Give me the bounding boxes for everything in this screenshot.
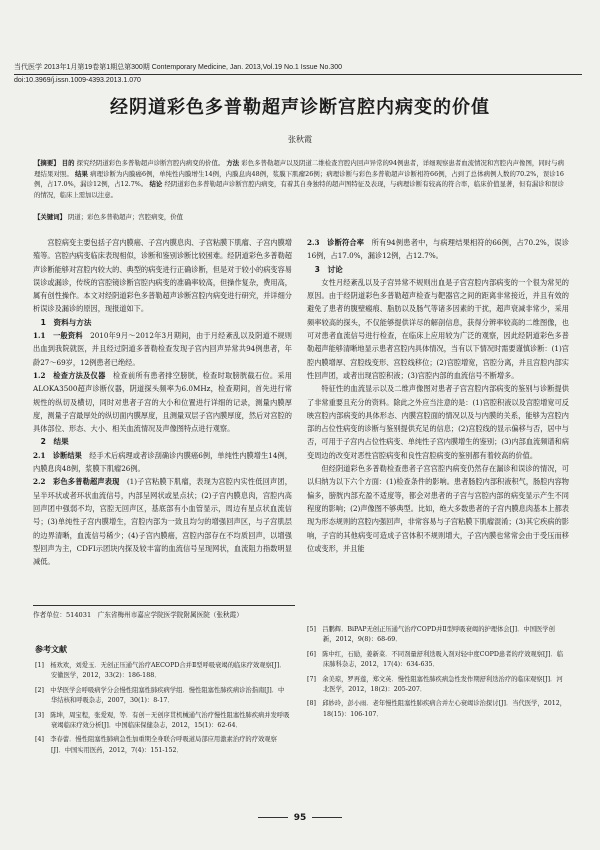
objective-label: 目的 — [61, 159, 75, 167]
discussion-paragraph-3: 但经阴道彩色多普勒检查患者子宫宫腔内病变仍然存在漏诊和误诊的情况，可以归纳为以下六个方面：(1)检查条件的影响。患者肠腔内部积液积气，肠腔内容物偏多，膀胱内部充盈不适度等，都会对患者的子宫与宫腔内部的病变显示产生不同程度的影响；(2)声像图不够典型。比如，绝大多数患者的子宫内膜息肉基本上都表现为形态规则的宫腔内强回声，非常容易与子宫粘膜下肌瘤混淆；(3)其它疾病的影响，子宫的其他病变可造成子宫体积不规则增大，子宫内膜也常常会由于受压而移位或变形，并且能 — [307, 464, 569, 553]
conclusion-text: 经阴道彩色多普勒超声诊断宫腔内病变，有着其自身独特的超声图特征及表现，与病理诊断有较高的符合率，临床价值显著，但有漏诊和误诊的情况，临床上需加以注意。 — [34, 180, 564, 199]
section-1-1-text: 2010年9月～2012年3月期间，由于月经紊乱以及阴道不规则出血到我院就医，并且经过阴道多普勒检查发现子宫内回声异常共94例患者，年龄27～69岁，12例患者已绝经。 — [33, 331, 292, 367]
reference-item: [8] 邱妙玲，彭小雨．老年慢性阻塞性肺疾病合并左心衰竭诊治探讨[J]．当代医学，2012，18(15)：106-107． — [307, 700, 567, 718]
abstract-label: 【摘要】 — [34, 159, 60, 167]
section-1-2-heading: 1.2 检查方法及仪器 — [33, 370, 106, 380]
references-left — [35, 661, 290, 760]
doi: doi:10.3969/j.issn.1009-4393.2013.1.070 — [14, 77, 141, 84]
right-column — [307, 236, 569, 555]
reference-item: [5] 吕鹏辉．BiPAP无创正压通气治疗COPD并Ⅱ型呼吸衰竭的护理体会[J]．中国医学创新，2012，9(8)：68-69． — [307, 626, 555, 644]
discussion-paragraph-1: 女性月经紊乱以及子宫异常不规则出血是子宫宫腔内部病变的一个很为常见的原因。由于经阴道彩色多普勒超声检查与靶器官之间的距离非常接近，并且有效的避免了患者的腹壁瘢痕、脂肪以及肠气等诸多因素的干扰，超声衰减非常少，采用频率较高的探头，不仅能够提供详尽的解剖信息，获得分辨率较高的二维图像，也可对患者血流信号进行检查，在临床上应用较为广泛的观察，因此经阴道彩色多普勒超声能够清晰地显示患者宫腔内具体情况，当有以下情况时需要谨慎诊断：(1)宫腔内膜增厚、宫腔线变形、宫腔线移位；(2)宫腔增宽，宫腔分离，并且宫腔内部实性回声团，或者出现宫腔积液；(3)宫腔内部的血流信号不断增多。 — [307, 277, 569, 380]
reference-item: [4] 李春蕾．慢性阻塞性肺病急性加重期全身联合呼吸道局部应用激素治疗的疗效观察[J]．中国实用医药，2012，7(4)：151-152． — [35, 736, 277, 754]
result-label: 结果 — [75, 169, 88, 178]
reference-item: [3] 陈坤，周宝程，张爱观，等．有创－无创序贯机械通气治疗慢性阻塞性肺疾病并发呼吸衰竭临床疗效分析[J]．中国临床保健杂志，2012，15(1)：62-64． — [35, 711, 290, 730]
intro-paragraph: 宫腔病变主要包括子宫内膜癌、子宫内膜息肉、子宫粘膜下肌瘤、子宫内膜增殖等。宫腔内病变临床表现相似，诊断和鉴别诊断比较困难。经阴道彩色多普勒超声诊断能够对宫腔内较大的、典型的病变进行正确诊断，但是对于较小的病变容易误诊或漏诊，传统的宫腔镜诊断宫腔内病变的准确率较高，但操作复杂，费用高，属有创性操作。本文对经阴道彩色多普勒超声诊断宫腔内病变进行研究，并详细分析误诊及漏诊的原因，现报道如下。 — [33, 238, 292, 314]
section-1-1-heading: 1.1 一般资料 — [33, 331, 83, 341]
discussion-paragraph-2: 特征性的血流显示以及二维声像图对患者子宫宫腔内部病变的鉴别与诊断提供了非常重要且充分的资料。除此之外应当注意的是：(1)宫腔积液以及宫腔增宽可反映宫腔内部病变的具体形态、内膜宫腔面的情况以及与内膜的关系，能够为宫腔内部的占位性病变的诊断与鉴别提供充足的信息；(2)宫腔线的显示偏移与否，居中与否，可用于子宫内占位性病变、单纯性子宫内膜增生的鉴别；(3)内部血流频谱和病变周边的改变对恶性宫腔病变和良性宫腔病变的鉴别都有着较高的价值。 — [307, 384, 569, 460]
reference-item: [6] 陈中红，石励，姜新菜．不同剂量舒利迭吸入剂对轻中度COPD患者的疗效观察[J]．临床肺科杂志，2012，17(4)：634-635． — [307, 650, 564, 669]
section-2-2-text: (1)子宫粘膜下肌瘤，表现为宫腔内实性低回声团，呈半环状或者环状血流信号，内部呈网状或星点状；(2)子宫内膜息肉，宫腔内高回声团中强弱不均，宫腔无回声区，基底部有小血管显示，周边有星点状血流信号；(3)单纯性子宫内膜增生，宫腔内部为一致且均匀的增强回声区，与子宫肌层的边界清晰，血流信号稀少；(4)子宫内膜癌，宫腔内部存在不均质回声，以增强型回声为主，CDFI示团块内探及较丰富的血流信号呈现网状，血流阻力指数明显减低。 — [33, 477, 292, 567]
section-2-1-text: 经手术后病理或者诊刮确诊内膜癌6例，单纯性内膜增生14例，内膜息肉48例，浆膜下肌瘤26例。 — [33, 450, 292, 474]
keywords — [34, 212, 564, 221]
result-text: 病理诊断为内膜癌6例，单纯性内膜增生14例，内膜息肉48例，浆膜下肌瘤26例；病理诊断与彩色多普勒超声诊断相符66例，占到了总体病例人数的70.2%，误诊16例，占17.0%，漏诊12例，占12.7%。 — [34, 169, 564, 188]
section-2-3-heading: 2.3 诊断符合率 — [307, 238, 365, 247]
page-number: 95 — [0, 813, 600, 823]
keywords-label: 【关键词】 — [34, 213, 66, 221]
section-2-heading: 2 结果 — [40, 437, 69, 447]
section-3-heading: 3 讨论 — [314, 264, 343, 274]
author-affiliation-footnote: 作者单位：514031 广东省梅州市嘉应学院医学院附属医院（张秋霞） — [33, 605, 295, 619]
reference-item: [2] 中华医学会呼吸病学分会慢性阻塞性肺疾病学组．慢性阻塞性肺疾病诊治指南[J]．中华结核和呼吸杂志，2007，30(1)：8-17． — [35, 686, 285, 705]
references-title: 参考文献 — [35, 645, 67, 654]
section-2-2-heading: 2.2 彩色多普勒超声表现 — [33, 477, 120, 487]
article-title: 经阴道彩色多普勒超声诊断宫腔内病变的价值 — [110, 97, 490, 118]
method-label: 方法 — [226, 159, 240, 167]
method-text: 彩色多普勒超声以及阴道二维检查宫腔内回声异常的94例患者，详细观察患者血流情况和宫腔内声像图，同时与病理结果对照。 — [34, 159, 564, 178]
conclusion-label: 结论 — [149, 180, 163, 188]
section-2-3-text: 所有94例患者中，与病理结果相符的66例，占70.2%，误诊16例，占17.0%，漏诊12例，占12.7%。 — [307, 238, 569, 261]
references-right — [307, 625, 567, 724]
header-rule — [14, 74, 582, 75]
left-column — [33, 236, 292, 568]
running-header: 当代医学 2013年1月第19卷第1期总第300期 Contemporary Medicine, Jan. 2013,Vol.19 No.1 Issue No.300 — [14, 64, 342, 71]
section-2-1-heading: 2.1 诊断结果 — [33, 450, 82, 460]
objective-text: 探究经阴道彩色多普勒超声诊断宫腔内病变的价值。 — [76, 159, 225, 167]
section-1-heading: 1 资料与方法 — [40, 317, 92, 327]
abstract — [34, 158, 564, 200]
keywords-text: 阴道；彩色多普勒超声；宫腔病变，价值 — [68, 213, 184, 221]
reference-item: [1] 杨欢欢，刘爱玉．无创正压通气治疗AECOPD合并Ⅱ型呼吸衰竭的临床疗效观察[J]．安徽医学，2012，33(2)：186-188． — [35, 662, 286, 680]
section-1-2-text: 检查前所有患者排空膀胱，检查时取膀胱截石位。采用ALOKA3500超声诊断仪器，阴道探头频率为6.0MHz，检查期间，首先进行常规性的纵切及横切，同时对患者子宫的大小和位置进行详细的记录，测量内膜厚度，测量子宫最厚处的纵切面内膜厚度，且测量双层子宫内膜厚度，然后对宫腔的具体部位、形态、大小、相关血流情况及声像图特点进行观察。 — [33, 370, 292, 434]
author: 张秋霞 — [288, 135, 312, 144]
reference-item: [7] 余美琼，罗再莲，郑文英．慢性阻塞性肺疾病急性发作期舒利迭治疗的临床观察[J]．河北医学，2012，18(2)：205-207． — [307, 675, 563, 694]
